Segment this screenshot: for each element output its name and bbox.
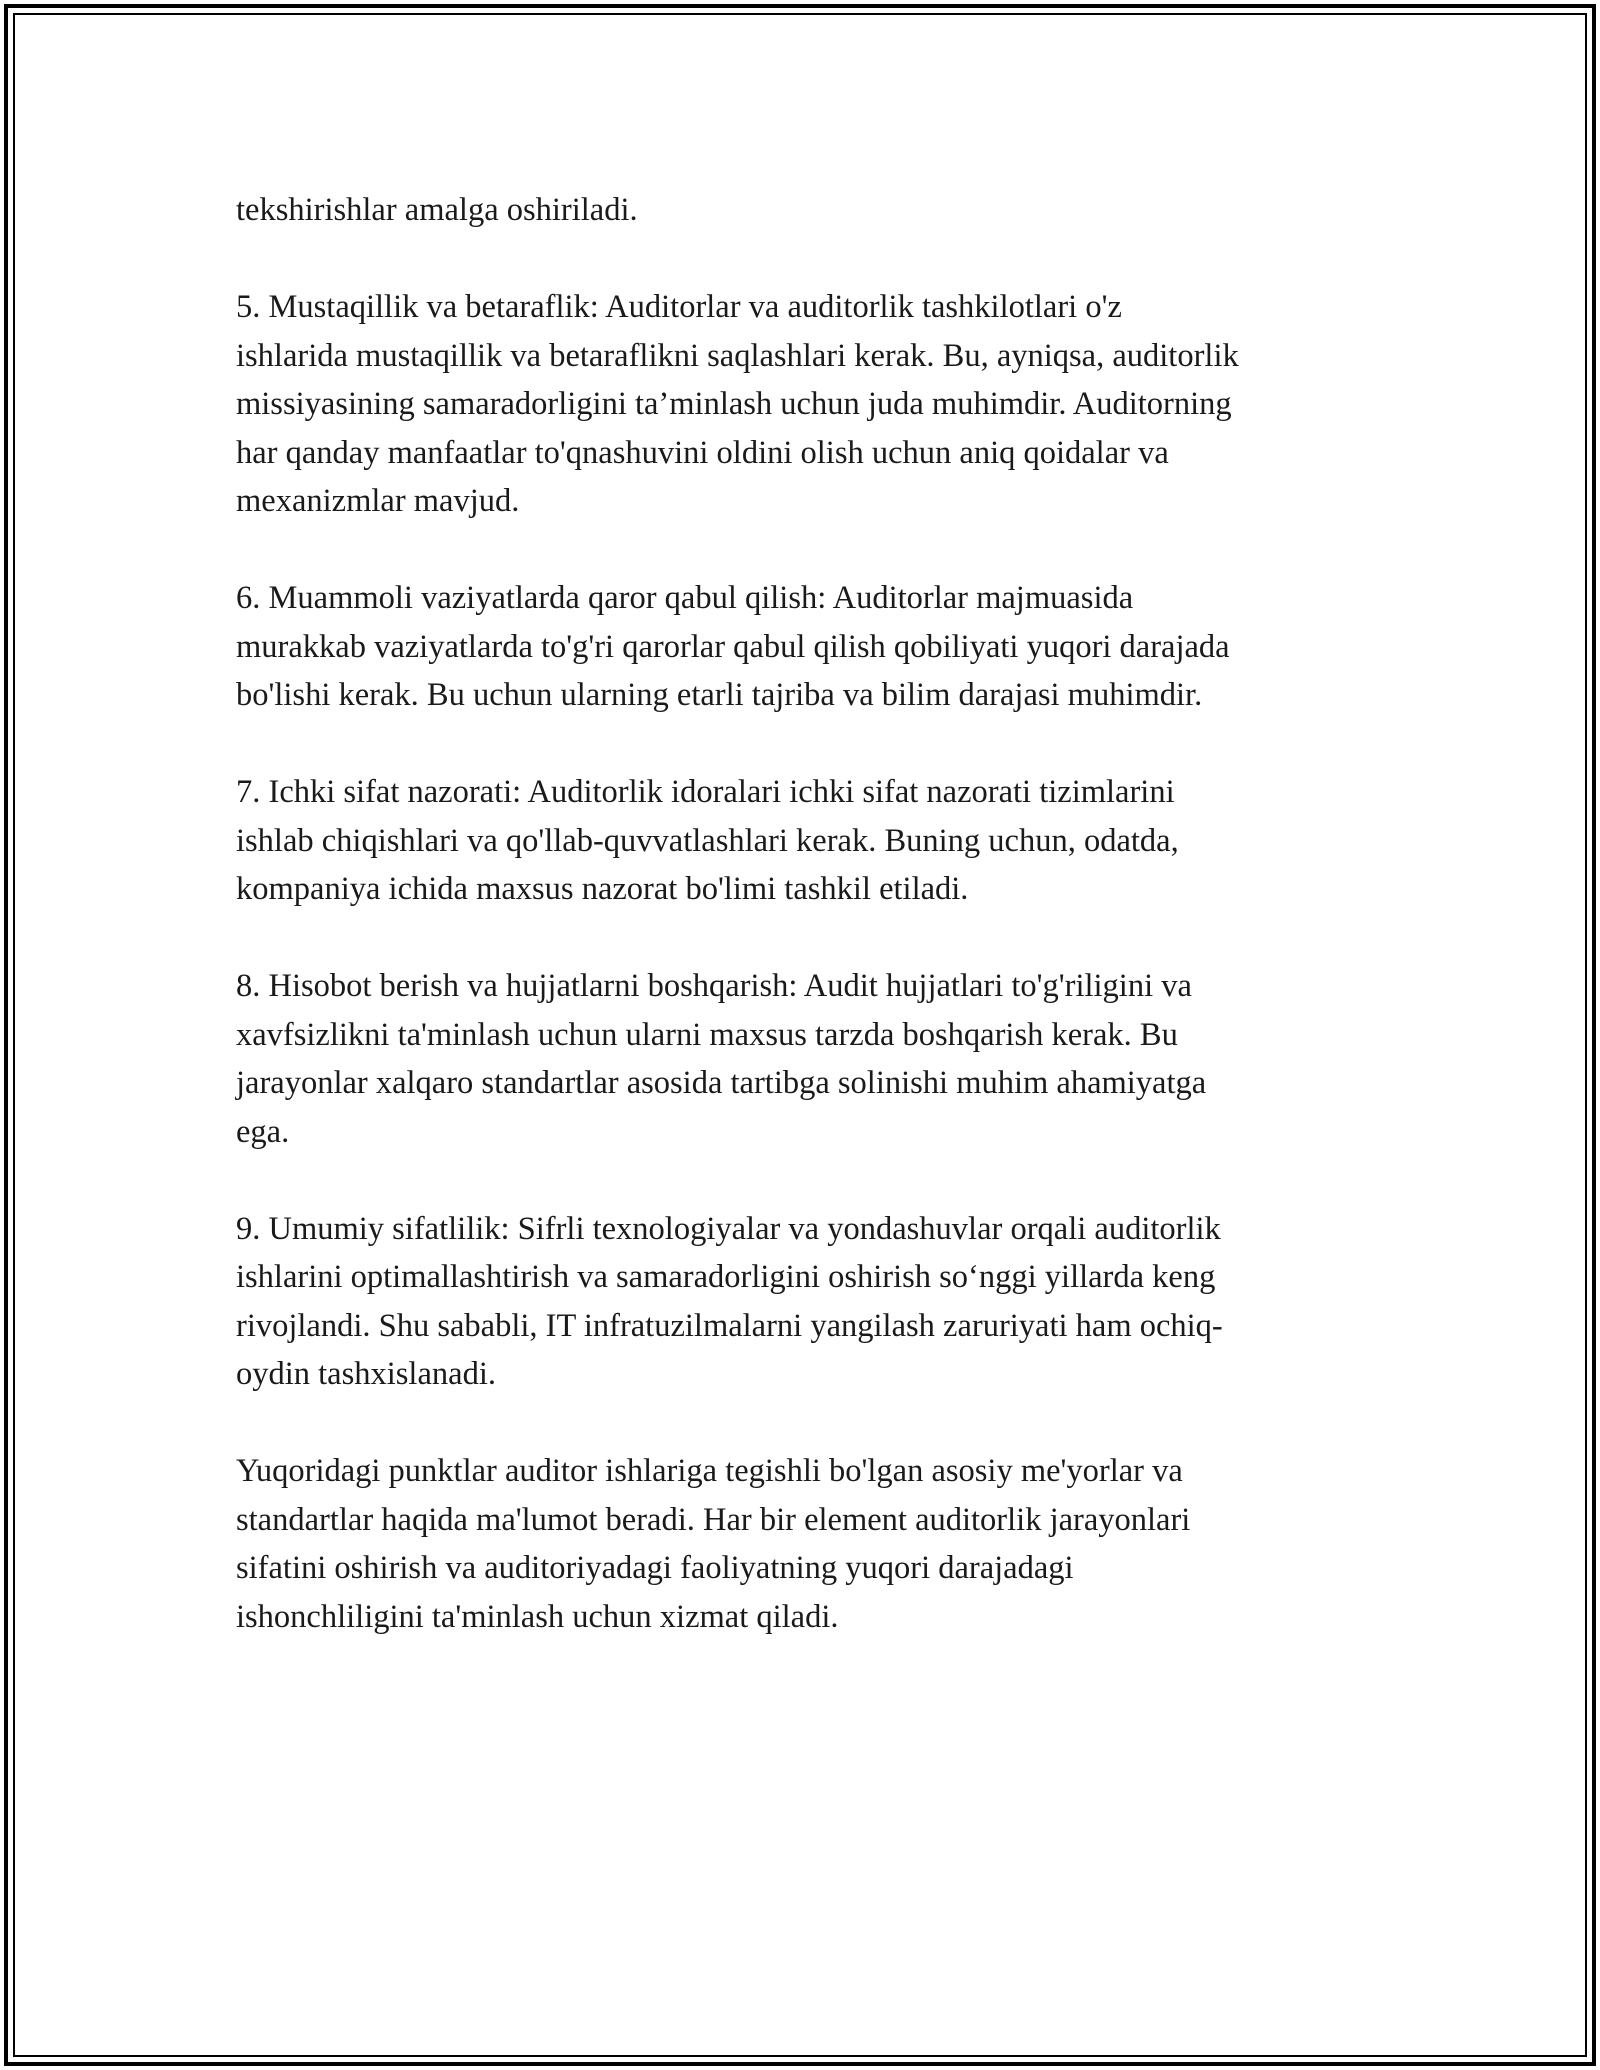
text-line: 6. Muammoli vaziyatlarda qaror qabul qilish: Auditorlar majmuasida <box>236 580 1134 616</box>
text-line: 7. Ichki sifat nazorati: Auditorlik idoralari ichki sifat nazorati tizimlarini <box>236 774 1175 810</box>
text-line: mexanizmlar mavjud. <box>236 483 520 519</box>
text-line: sifatini oshirish va auditoriyadagi faoliyatning yuqori darajadagi <box>236 1550 1074 1586</box>
text-line: ishlarini optimallashtirish va samaradorligini oshirish so‘nggi yillarda keng <box>236 1259 1216 1295</box>
text-line: ishonchliligini ta'minlash uchun xizmat qiladi. <box>236 1598 839 1635</box>
text-line: ishlab chiqishlari va qo'llab-quvvatlashlari kerak. Buning uchun, odatda, <box>236 822 1179 859</box>
text-line: bo'lishi kerak. Bu uchun ularning etarli tajriba va bilim darajasi muhimdir. <box>236 677 1203 713</box>
text-line: standartlar haqida ma'lumot beradi. Har bir element auditorlik jarayonlari <box>236 1501 1191 1538</box>
text-line: ega. <box>236 1113 290 1150</box>
text-line: murakkab vaziyatlarda to'g'ri qarorlar qabul qilish qobiliyati yuqori darajada <box>236 628 1230 665</box>
paragraph-item-5 <box>236 283 1376 526</box>
text-line: 5. Mustaqillik va betaraflik: Auditorlar va auditorlik tashkilotlari o'z <box>236 289 1122 325</box>
paragraph-item-6 <box>236 574 1376 720</box>
paragraph-item-9 <box>236 1205 1376 1399</box>
paragraph-conclusion <box>236 1447 1376 1641</box>
document-body <box>236 186 1376 1690</box>
text-line: xavfsizlikni ta'minlash uchun ularni maxsus tarzda boshqarish kerak. Bu <box>236 1016 1178 1053</box>
text-line: rivojlandi. Shu sababli, IT infratuzilmalarni yangilash zaruriyati ham ochiq- <box>236 1307 1223 1344</box>
text-line: Yuqoridagi punktlar auditor ishlariga tegishli bo'lgan asosiy me'yorlar va <box>236 1453 1183 1489</box>
text-line: jarayonlar xalqaro standartlar asosida tartibga solinishi muhim ahamiyatga <box>236 1065 1207 1101</box>
text-line: 9. Umumiy sifatlilik: Sifrli texnologiyalar va yondashuvlar orqali auditorlik <box>236 1210 1221 1247</box>
text-line: har qanday manfaatlar to'qnashuvini oldini olish uchun aniq qoidalar va <box>236 434 1169 471</box>
paragraph-item-8 <box>236 962 1376 1156</box>
paragraph-continuation <box>236 186 1376 235</box>
text-line: tekshirishlar amalga oshiriladi. <box>236 192 638 228</box>
text-line: missiyasining samaradorligini ta’minlash uchun juda muhimdir. Auditorning <box>236 386 1232 422</box>
text-line: ishlarida mustaqillik va betaraflikni saqlashlari kerak. Bu, ayniqsa, auditorlik <box>236 337 1239 374</box>
text-line: kompaniya ichida maxsus nazorat bo'limi tashkil etiladi. <box>236 871 969 907</box>
text-line: 8. Hisobot berish va hujjatlarni boshqarish: Audit hujjatlari to'g'riligini va <box>236 968 1192 1004</box>
paragraph-item-7 <box>236 768 1376 914</box>
text-line: oydin tashxislanadi. <box>236 1356 496 1392</box>
